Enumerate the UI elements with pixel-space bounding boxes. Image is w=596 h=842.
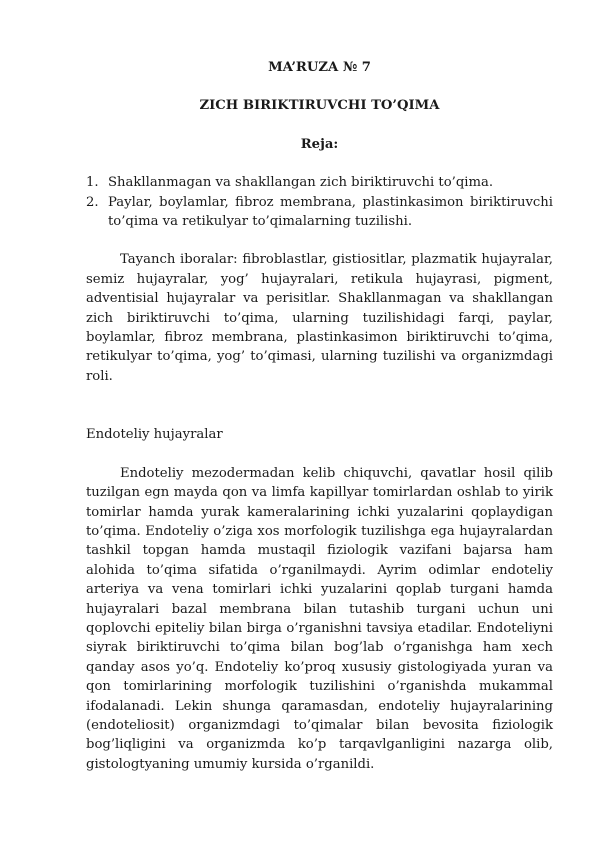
body-paragraph: Endoteliy mezodermadan kelib chiquvchi, qavatlar hosil qilib tuzilgan egn mayda qon va limfa kapillyar tomirlardan oshlab to yirik tomirlar hamda yurak kameralarining ichki yuzalarini qoplaydigan to’qima. Endoteliy o’ziga xos morfologik tuzilishga ega hujayralardan tashkil topgan hamda mustaqil fiziologik vazifani bajarsa ham alohida to’qima sifatida o’rganilmaydi. Ayrim odimlar endoteliy arteriya va vena tomirlari ichki yuzalarini qoplab turgani hamda hujayralari bazal membrana bilan tutashib turgani uchun uni qoplovchi epiteliy bilan birga o’rganishni tavsiya etadilar. Endoteliyni siyrak biriktiruvchi to’qima bilan bog’lab o’rganishga ham xech qanday asos yo’q. Endoteliy ko’proq xususiy gistologiyada yuran va qon tomirlarining morfologik tuzilishini o’rganishda mukammal ifodalanadi. Lekin shunga qaramasdan, endoteliy hujayralarining (endoteliosit) organizmdagi to’qimalar bilan bevosita fiziologik bog’liqligini va organizmda ko’p tarqavlganligini nazarga olib, gistologtyaning umumiy kursida o’rganildi. xyxy=(86,465,553,772)
keywords-paragraph: Tayanch iboralar: fibroblastlar, gistiositlar, plazmatik hujayralar, semiz hujayralar, yog’ hujayralari, retikula hujayrasi, pigment, adventisial hujayralar va perisitlar. Shakllanmagan va shakllangan zich biriktiruvchi to’qima, ularning tuzilishidagi farqi, paylar, boylamlar, fibroz membrana, plastinkasimon biriktiruvchi to’qima, retikulyar to’qima, yog’ to’qimasi, ularning tuzilishi va organizmdagi roli. xyxy=(86,252,553,384)
page-title: ZICH BIRIKTIRUVCHI TO’QIMA xyxy=(199,98,440,114)
plan-item-number: 1. xyxy=(86,175,99,191)
plan-item-text: Shakllanmagan va shakllangan zich biriktiruvchi to’qima. xyxy=(108,175,494,191)
plan-heading: Reja: xyxy=(300,136,339,152)
plan-item xyxy=(86,193,553,232)
plan-item-text: Paylar, boylamlar, fibroz membrana, plastinkasimon biriktiruvchi to’qima va retikulyar to’qimalarning tuzilishi. xyxy=(108,194,553,230)
document-page xyxy=(86,58,553,774)
plan-list xyxy=(86,173,553,231)
plan-item-number: 2. xyxy=(86,194,99,210)
section-heading: Endoteliy hujayralar xyxy=(86,427,223,443)
plan-item xyxy=(86,173,553,192)
lecture-number: MA’RUZA № 7 xyxy=(268,60,371,75)
